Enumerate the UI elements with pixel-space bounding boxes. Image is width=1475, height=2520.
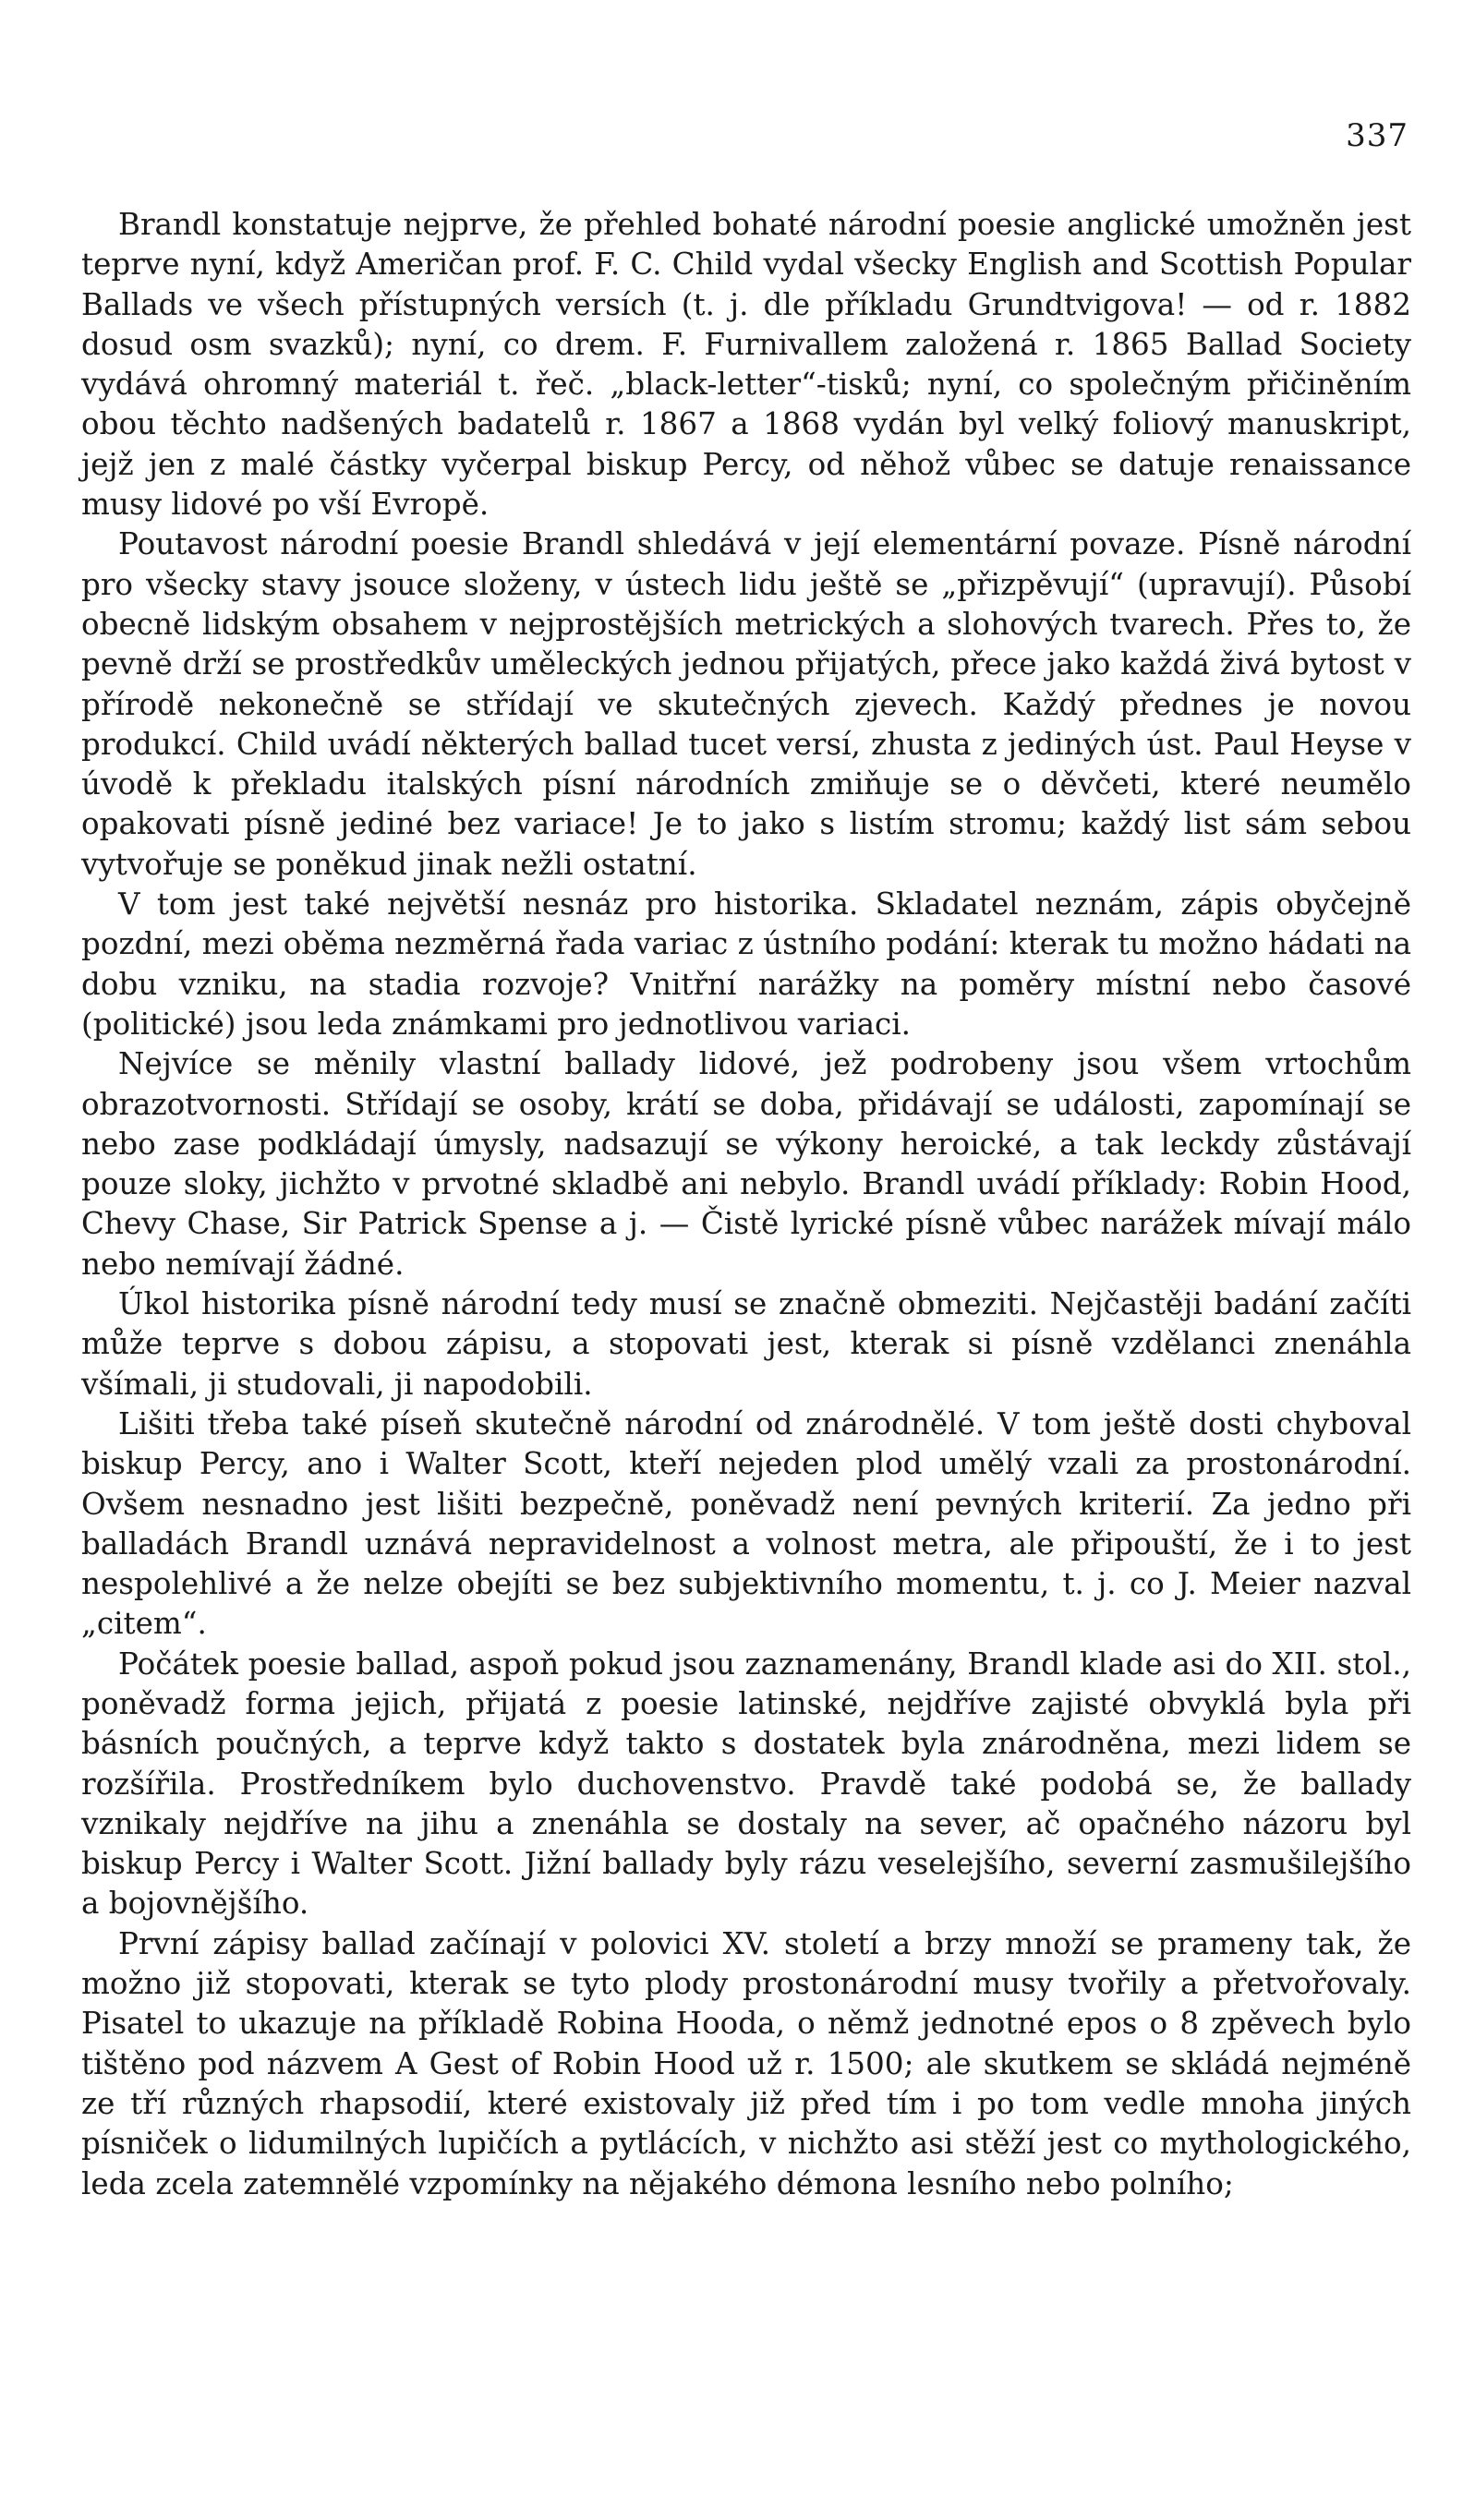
paragraph-7: Počátek poesie ballad, aspoň pokud jsou zaznamenány, Brandl klade asi do XII. stol., poněvadž forma jejich, přijatá z poesie latinské, nejdříve zajisté obvyklá byla při básních poučných, a teprve když takto s dostatek byla znárodněna, mezi lidem se rozšířila. Prostředníkem bylo duchovenstvo. Pravdě také podobá se, že ballady vznikaly nejdříve na jihu a znenáhla se dostaly na sever, ač opačného názoru byl biskup Percy i Walter Scott. Jižní ballady byly rázu veselejšího, severní zasmušilejšího a bojovnějšího. (81, 1646, 1411, 1922)
paragraph-3: V tom jest také největší nesnáz pro historika. Skladatel neznám, zápis obyčejně pozdní, mezi oběma nezměrná řada variac z ústního podání: kterak tu možno hádati na dobu vzniku, na stadia rozvoje? Vnitřní narážky na poměry místní nebo časové (politické) jsou leda známkami pro jednotlivou variaci. (81, 886, 1411, 1042)
paragraph-1: Brandl konstatuje nejprve, že přehled bohaté národní poesie anglické umožněn jest teprve nyní, když Američan prof. F. C. Child vydal všecky English and Scottish Popular Ballads ve všech přístupných versích (t. j. dle příkladu Grundtvigova! — od r. 1882 dosud osm svazků); nyní, co drem. F. Furnivallem založená r. 1865 Ballad Society vydává ohromný materiál t. řeč. „black-letter“-tisků; nyní, co společným přičiněním obou těchto nadšených badatelů r. 1867 a 1868 vydán byl velký foliový manuskript, jejž jen z malé částky vyčerpal biskup Percy, od něhož vůbec se datuje renaissance musy lidové po vší Evropě. (81, 207, 1411, 523)
paragraph-5: Úkol historika písně národní tedy musí se značně obmeziti. Nejčastěji badání začíti může teprve s dobou zápisu, a stopovati jest, kterak si písně vzdělanci znenáhla všímali, ji studovali, ji napodobili. (81, 1286, 1411, 1402)
page-number: 337 (1346, 117, 1409, 154)
paragraph-6: Lišiti třeba také píseň skutečně národní od znárodnělé. V tom ještě dosti chyboval biskup Percy, ano i Walter Scott, kteří nejeden plod umělý vzali za prostonárodní. Ovšem nesnadno jest lišiti bezpečně, poněvadž není pevných kriterií. Za jedno při balladách Brandl uznává nepravidelnost a volnost metra, ale připouští, že i to jest nespolehlivé a že nelze obejíti se bez subjektivního momentu, t. j. co J. Meier nazval „citem“. (81, 1405, 1411, 1642)
paragraph-8: První zápisy ballad začínají v polovici XV. století a brzy množí se prameny tak, že možno již stopovati, kterak se tyto plody prostonárodní musy tvořily a přetvořovaly. Pisatel to ukazuje na příkladě Robina Hooda, o němž jednotné epos o 8 zpěvech bylo tištěno pod názvem A Gest of Robin Hood už r. 1500; ale skutkem se skládá nejméně ze tří různých rhapsodií, které existovaly již před tím i po tom vedle mnoha jiných písniček o lidumilných lupičích a pytlácích, v nichžto asi stěží jest co mythologického, leda zcela zatemnělé vzpomínky na nějakého démona lesního nebo polního; (81, 1925, 1411, 2201)
body-text (81, 205, 1411, 2204)
paragraph-2: Poutavost národní poesie Brandl shledává v její elementární povaze. Písně národní pro všecky stavy jsouce složeny, v ústech lidu ještě se „přizpěvují“ (upravují). Působí obecně lidským obsahem v nejprostějších metrických a slohových tvarech. Přes to, že pevně drží se prostředkův uměleckých jednou přijatých, přece jako každá živá bytost v přírodě nekonečně se střídají ve skutečných zjevech. Každý přednes je novou produkcí. Child uvádí některých ballad tucet versí, zhusta z jediných úst. Paul Heyse v úvodě k překladu italských písní národních zmiňuje se o děvčeti, které neumělo opakovati písně jediné bez variace! Je to jako s listím stromu; každý list sám sebou vytvořuje se poněkud jinak nežli ostatní. (81, 526, 1411, 882)
paragraph-4: Nejvíce se měnily vlastní ballady lidové, jež podrobeny jsou všem vrtochům obrazotvornosti. Střídají se osoby, krátí se doba, přidávají se události, zapomínají se nebo zase podkládají úmysly, nadsazují se výkony heroické, a tak leckdy zůstávají pouze sloky, jichžto v prvotné skladbě ani nebylo. Brandl uvádí příklady: Robin Hood, Chevy Chase, Sir Patrick Spense a j. — Čistě lyrické písně vůbec narážek mívají málo nebo nemívají žádné. (81, 1046, 1411, 1282)
